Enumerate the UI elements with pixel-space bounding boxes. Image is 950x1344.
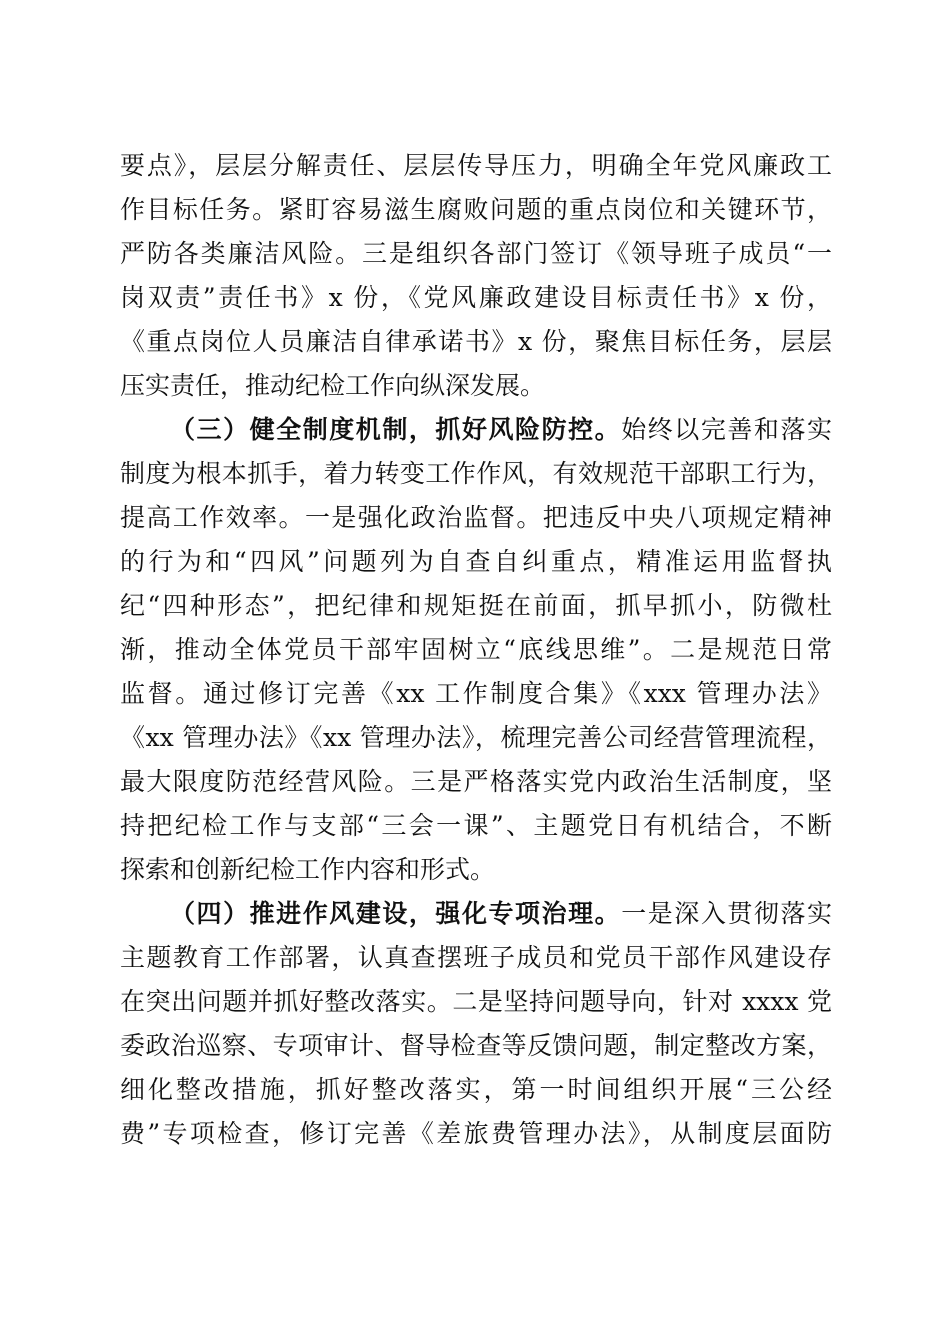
document-body bbox=[120, 144, 832, 1156]
section-4-heading: （四）推进作风建设，强化专项治理。 bbox=[170, 899, 622, 928]
section-4-first-line-text: 一是深入贯彻落实 bbox=[621, 899, 832, 928]
section-3-first-line-text: 始终以完善和落实 bbox=[621, 415, 832, 444]
paragraph-line: 作目标任务。紧盯容易滋生腐败问题的重点岗位和关键环节， bbox=[120, 195, 832, 224]
paragraph-line: 在突出问题并抓好整改落实。二是坚持问题导向，针对 xxxx 党 bbox=[120, 987, 832, 1016]
paragraph-line: 主题教育工作部署，认真查摆班子成员和党员干部作风建设存 bbox=[120, 943, 832, 972]
paragraph-line: 探索和创新纪检工作内容和形式。 bbox=[120, 855, 496, 884]
paragraph-line: 《重点岗位人员廉洁自律承诺书》x 份，聚焦目标任务，层层 bbox=[120, 327, 832, 356]
paragraph-line: 要点》，层层分解责任、层层传导压力，明确全年党风廉政工 bbox=[120, 151, 832, 180]
paragraph-line: 纪“四种形态”，把纪律和规矩挺在前面，抓早抓小，防微杜 bbox=[120, 591, 832, 620]
section-3-first-line bbox=[120, 408, 832, 452]
paragraph-line: 严防各类廉洁风险。三是组织各部门签订《领导班子成员“一 bbox=[120, 239, 832, 268]
paragraph-line: 制度为根本抓手，着力转变工作作风，有效规范干部职工行为， bbox=[120, 459, 832, 488]
paragraph-line: 费”专项检查，修订完善《差旅费管理办法》，从制度层面防 bbox=[120, 1119, 832, 1148]
paragraph-line: 持把纪检工作与支部“三会一课”、主题党日有机结合，不断 bbox=[120, 811, 832, 840]
paragraph-line: 最大限度防范经营风险。三是严格落实党内政治生活制度，坚 bbox=[120, 767, 832, 796]
section-3-heading: （三）健全制度机制，抓好风险防控。 bbox=[170, 415, 622, 444]
paragraph-line: 压实责任，推动纪检工作向纵深发展。 bbox=[120, 371, 546, 400]
paragraph-line: 细化整改措施，抓好整改落实，第一时间组织开展“三公经 bbox=[120, 1075, 832, 1104]
paragraph-line: 监督。通过修订完善《xx 工作制度合集》《xxx 管理办法》 bbox=[120, 679, 832, 708]
section-4-first-line bbox=[120, 892, 832, 936]
paragraph-line: 《xx 管理办法》《xx 管理办法》，梳理完善公司经营管理流程， bbox=[120, 723, 832, 752]
paragraph-line: 提高工作效率。一是强化政治监督。把违反中央八项规定精神 bbox=[120, 503, 832, 532]
paragraph-line: 委政治巡察、专项审计、督导检查等反馈问题，制定整改方案， bbox=[120, 1031, 832, 1060]
paragraph-line: 的行为和“四风”问题列为自查自纠重点，精准运用监督执 bbox=[120, 547, 832, 576]
paragraph-line: 岗双责”责任书》x 份，《党风廉政建设目标责任书》x 份， bbox=[120, 283, 832, 312]
paragraph-line: 渐，推动全体党员干部牢固树立“底线思维”。二是规范日常 bbox=[120, 635, 832, 664]
